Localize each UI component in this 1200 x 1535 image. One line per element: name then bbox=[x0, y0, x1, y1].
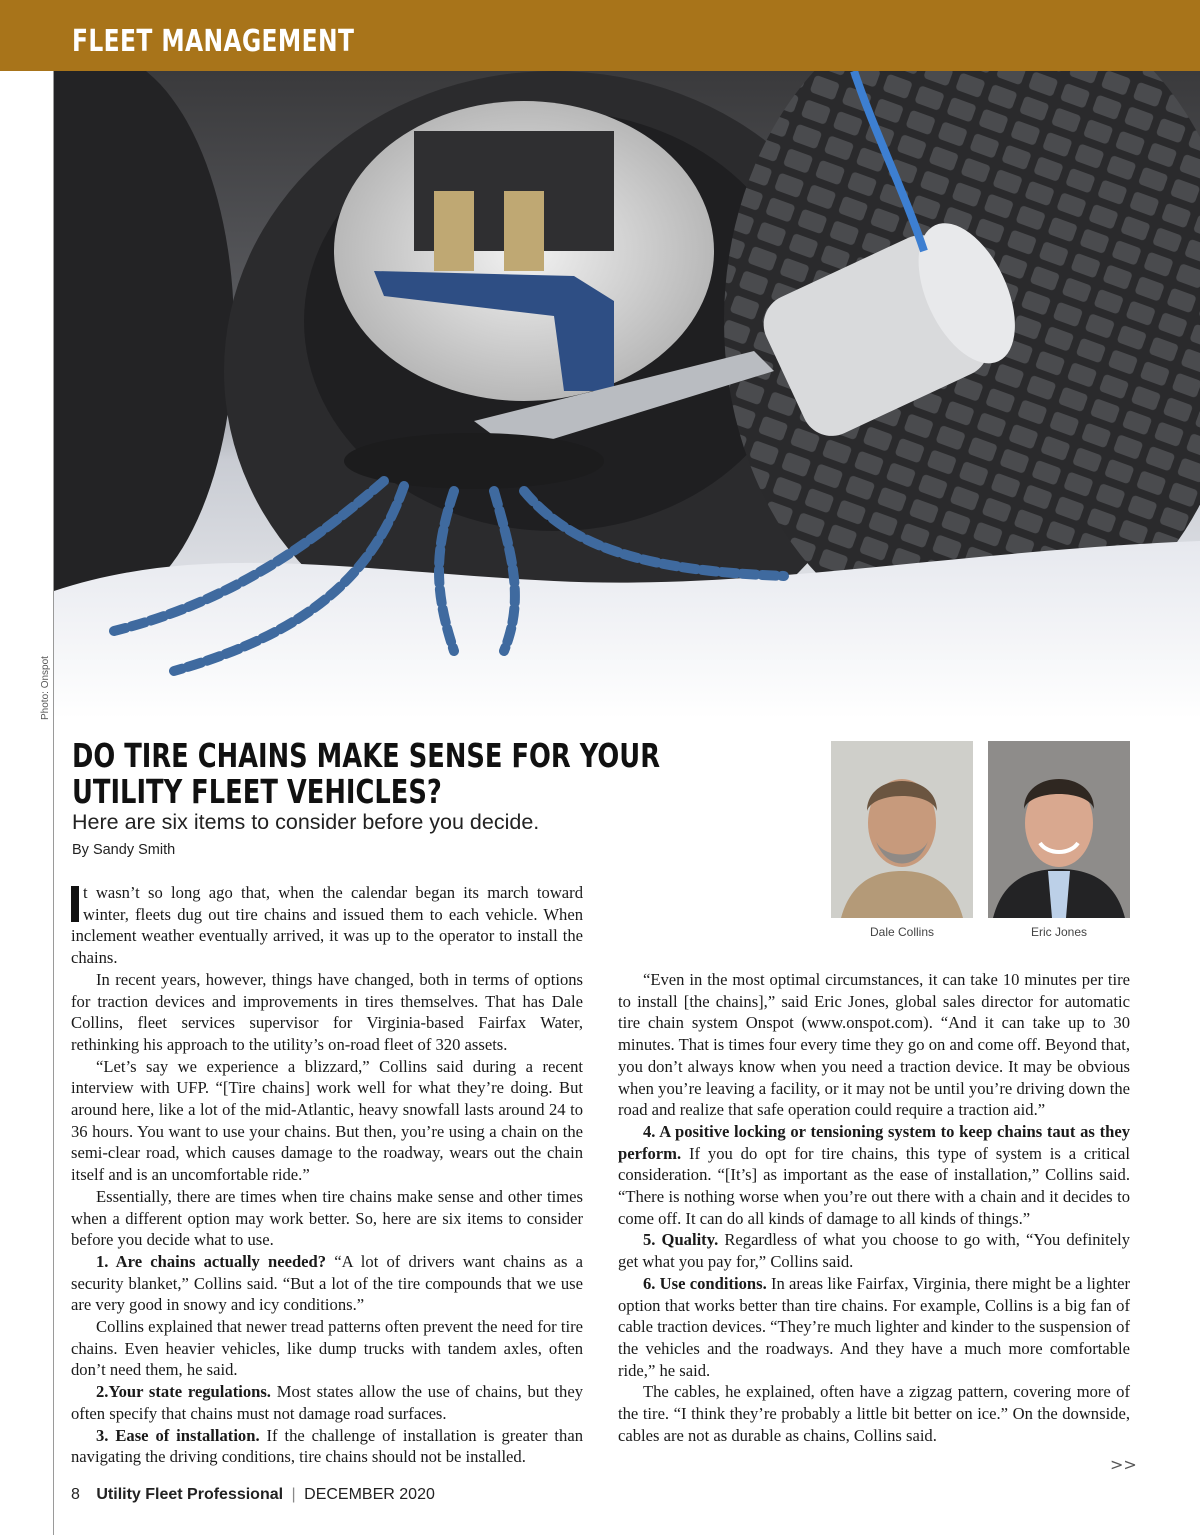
person-photo-icon bbox=[831, 741, 973, 918]
paragraph: Collins explained that newer tread patterns often prevent the need for tire chains. Even heavier vehicles, like dump trucks with tandem axles, often don’t need them, he said. bbox=[71, 1317, 583, 1380]
article-left-column bbox=[71, 882, 583, 1468]
person-photo-icon bbox=[988, 741, 1130, 918]
paragraph: 1. Are chains actually needed? “A lot of drivers want chains as a security blanket,” Collins said. “But a lot of the tire compounds that we use are very good in snowy and icy conditions.” bbox=[71, 1251, 583, 1315]
list-item-heading: 2.Your state regulations. bbox=[96, 1382, 271, 1402]
drop-cap bbox=[71, 886, 79, 922]
paragraph: The cables, he explained, often have a zigzag pattern, covering more of the tire. “I think they’re probably a little bit better on ice.” On the downside, cables are not as durable as chains, Collins said. bbox=[618, 1382, 1130, 1445]
paragraph: “Let’s say we experience a blizzard,” Collins said during a recent interview with UFP. “[Tire chains] work well for what they’re doing. But around here, like a lot of the mid-Atlantic, heavy snowfall lasts around 24 to 36 hours. You want to use your chains. But then, you’re using a chain on the semi-clear road, which causes damage to the roadway, wears out the chain itself and is an uncomfortable ride.” bbox=[71, 1056, 583, 1185]
paragraph: Essentially, there are times when tire chains make sense and other times when a different option may work better. So, here are six items to consider before you decide what to use. bbox=[71, 1186, 583, 1250]
continue-arrows-icon: >> bbox=[1110, 1455, 1137, 1474]
tire-chain-illustration bbox=[54, 71, 1200, 719]
list-item-heading: 4. A positive locking or tensioning system to keep chains taut as they perform. bbox=[618, 1121, 1130, 1163]
portrait-dale-collins bbox=[831, 741, 973, 918]
paragraph: 3. Ease of installation. If the challenge of installation is greater than navigating the driving conditions, tire chains should not be installed. bbox=[71, 1425, 583, 1467]
page-footer bbox=[71, 1486, 435, 1504]
caption-eric-jones: Eric Jones bbox=[1030, 925, 1088, 939]
article-right-column bbox=[618, 969, 1130, 1446]
paragraph: In recent years, however, things have changed, both in terms of options for traction devices and improvements in tires themselves. That has Dale Collins, fleet services supervisor for Virginia-based Fairfax Water, rethinking his approach to the utility’s on-road fleet of 320 assets. bbox=[71, 969, 583, 1054]
paragraph: t wasn’t so long ago that, when the calendar began its march toward winter, fleets dug out tire chains and issued them to each vehicle. When inclement weather eventually arrived, it was up to the operator to install the chains. bbox=[71, 883, 583, 968]
article-headline: DO TIRE CHAINS MAKE SENSE FOR YOUR UTILITY FLEET VEHICLES? bbox=[72, 736, 661, 811]
section-label: FLEET MANAGEMENT bbox=[72, 24, 355, 59]
paragraph: 6. Use conditions. In areas like Fairfax, Virginia, there might be a lighter option that works better than tire chains. For example, Collins is a big fan of cable traction devices. “They’re much lighter and kinder to the suspension of the vehicles and the roadways. And they have a much more comfortable ride,” he said. bbox=[618, 1273, 1130, 1380]
paragraph: “Even in the most optimal circumstances, it can take 10 minutes per tire to install [the chains],” said Eric Jones, global sales director for automatic tire chain system Onspot (www.onspot.com). “And it can take up to 30 minutes. That is times four every time they go on and come off. Beyond that, you don’t always know when you need a traction device. It may be obvious when you’re leaving a facility, or it may not be until you’re driving down the road and realize that safe operation could require a traction aid.” bbox=[618, 970, 1130, 1120]
magazine-name: Utility Fleet Professional bbox=[96, 1486, 284, 1503]
footer-separator: | bbox=[291, 1486, 296, 1503]
caption-dale-collins: Dale Collins bbox=[869, 925, 935, 939]
list-item-heading: 1. Are chains actually needed? bbox=[96, 1251, 327, 1271]
list-item-heading: 6. Use conditions. bbox=[643, 1273, 767, 1293]
photo-credit: Photo: Onspot bbox=[40, 656, 51, 720]
paragraph: 4. A positive locking or tensioning system to keep chains taut as they perform. If you do opt for tire chains, this type of system is a critical consideration. “[It’s] as important as the ease of installation,” Collins said. “There is nothing worse when you’re out there with a chain and it decides to come off. It can do all kinds of damage to all kinds of things.” bbox=[618, 1121, 1130, 1228]
issue-date: DECEMBER 2020 bbox=[304, 1486, 435, 1503]
page-number: 8 bbox=[71, 1486, 80, 1503]
portrait-eric-jones bbox=[988, 741, 1130, 918]
list-item-heading: 5. Quality. bbox=[643, 1230, 719, 1250]
article-subhead: Here are six items to consider before you decide. bbox=[72, 810, 540, 834]
paragraph: 5. Quality. Regardless of what you choose to go with, “You definitely get what you pay for,” Collins said. bbox=[618, 1230, 1130, 1272]
paragraph: 2.Your state regulations. Most states allow the use of chains, but they often specify that chains must not damage road surfaces. bbox=[71, 1382, 584, 1423]
list-item-heading: 3. Ease of installation. bbox=[96, 1425, 260, 1445]
article-byline: By Sandy Smith bbox=[72, 842, 176, 858]
hero-photo bbox=[54, 71, 1200, 719]
